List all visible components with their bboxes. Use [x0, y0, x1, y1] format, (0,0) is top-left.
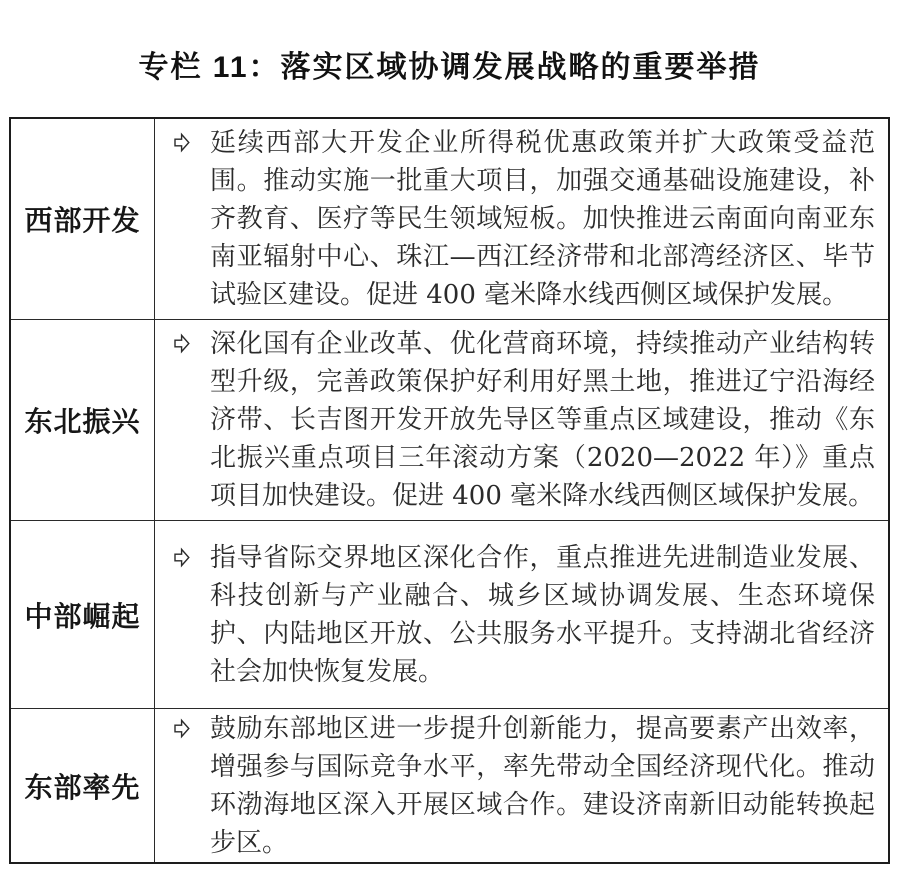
rightwards-hollow-arrow-icon	[172, 718, 191, 739]
row-text: 深化国有企业改革、优化营商环境，持续推动产业结构转型升级，完善政策保护好利用好黑土地，推进辽宁沿海经济带、长吉图开发开放先导区等重点区域建设，推动《东北振兴重点项目三年滚动方案（2020—2022 年）》重点项目加快建设。促进 400 毫米降水线西侧区域保护发展。	[210, 329, 875, 511]
rightwards-hollow-arrow-icon	[172, 132, 191, 153]
rightwards-hollow-arrow-icon	[172, 333, 191, 354]
table-row	[11, 521, 888, 709]
table-row	[11, 119, 888, 320]
row-label: 东部率先	[11, 709, 155, 862]
page-title: 专栏 11：落实区域协调发展战略的重要举措	[138, 51, 761, 84]
measure-entry	[172, 710, 875, 862]
rightwards-hollow-arrow-icon	[172, 547, 191, 568]
row-label: 西部开发	[11, 119, 155, 319]
measures-table	[9, 117, 890, 864]
row-content	[155, 320, 888, 520]
table-row	[11, 320, 888, 521]
measure-entry	[172, 325, 875, 515]
row-text: 指导省际交界地区深化合作，重点推进先进制造业发展、科技创新与产业融合、城乡区域协调发展、生态环境保护、内陆地区开放、公共服务水平提升。支持湖北省经济社会加快恢复发展。	[210, 542, 875, 687]
row-content	[155, 709, 888, 862]
row-content	[155, 119, 888, 319]
table-row	[11, 709, 888, 862]
row-text: 鼓励东部地区进一步提升创新能力，提高要素产出效率，增强参与国际竞争水平，率先带动全国经济现代化。推动环渤海地区深入开展区域合作。建设济南新旧动能转换起步区。	[210, 713, 875, 858]
measure-entry	[172, 124, 875, 314]
row-content	[155, 521, 888, 708]
measure-entry	[172, 539, 875, 691]
row-label: 东北振兴	[11, 320, 155, 520]
row-text: 延续西部大开发企业所得税优惠政策并扩大政策受益范围。推动实施一批重大项目，加强交通基础设施建设，补齐教育、医疗等民生领域短板。加快推进云南面向南亚东南亚辐射中心、珠江—西江经济带和北部湾经济区、毕节试验区建设。促进 400 毫米降水线西侧区域保护发展。	[210, 128, 875, 310]
row-label: 中部崛起	[11, 521, 155, 708]
